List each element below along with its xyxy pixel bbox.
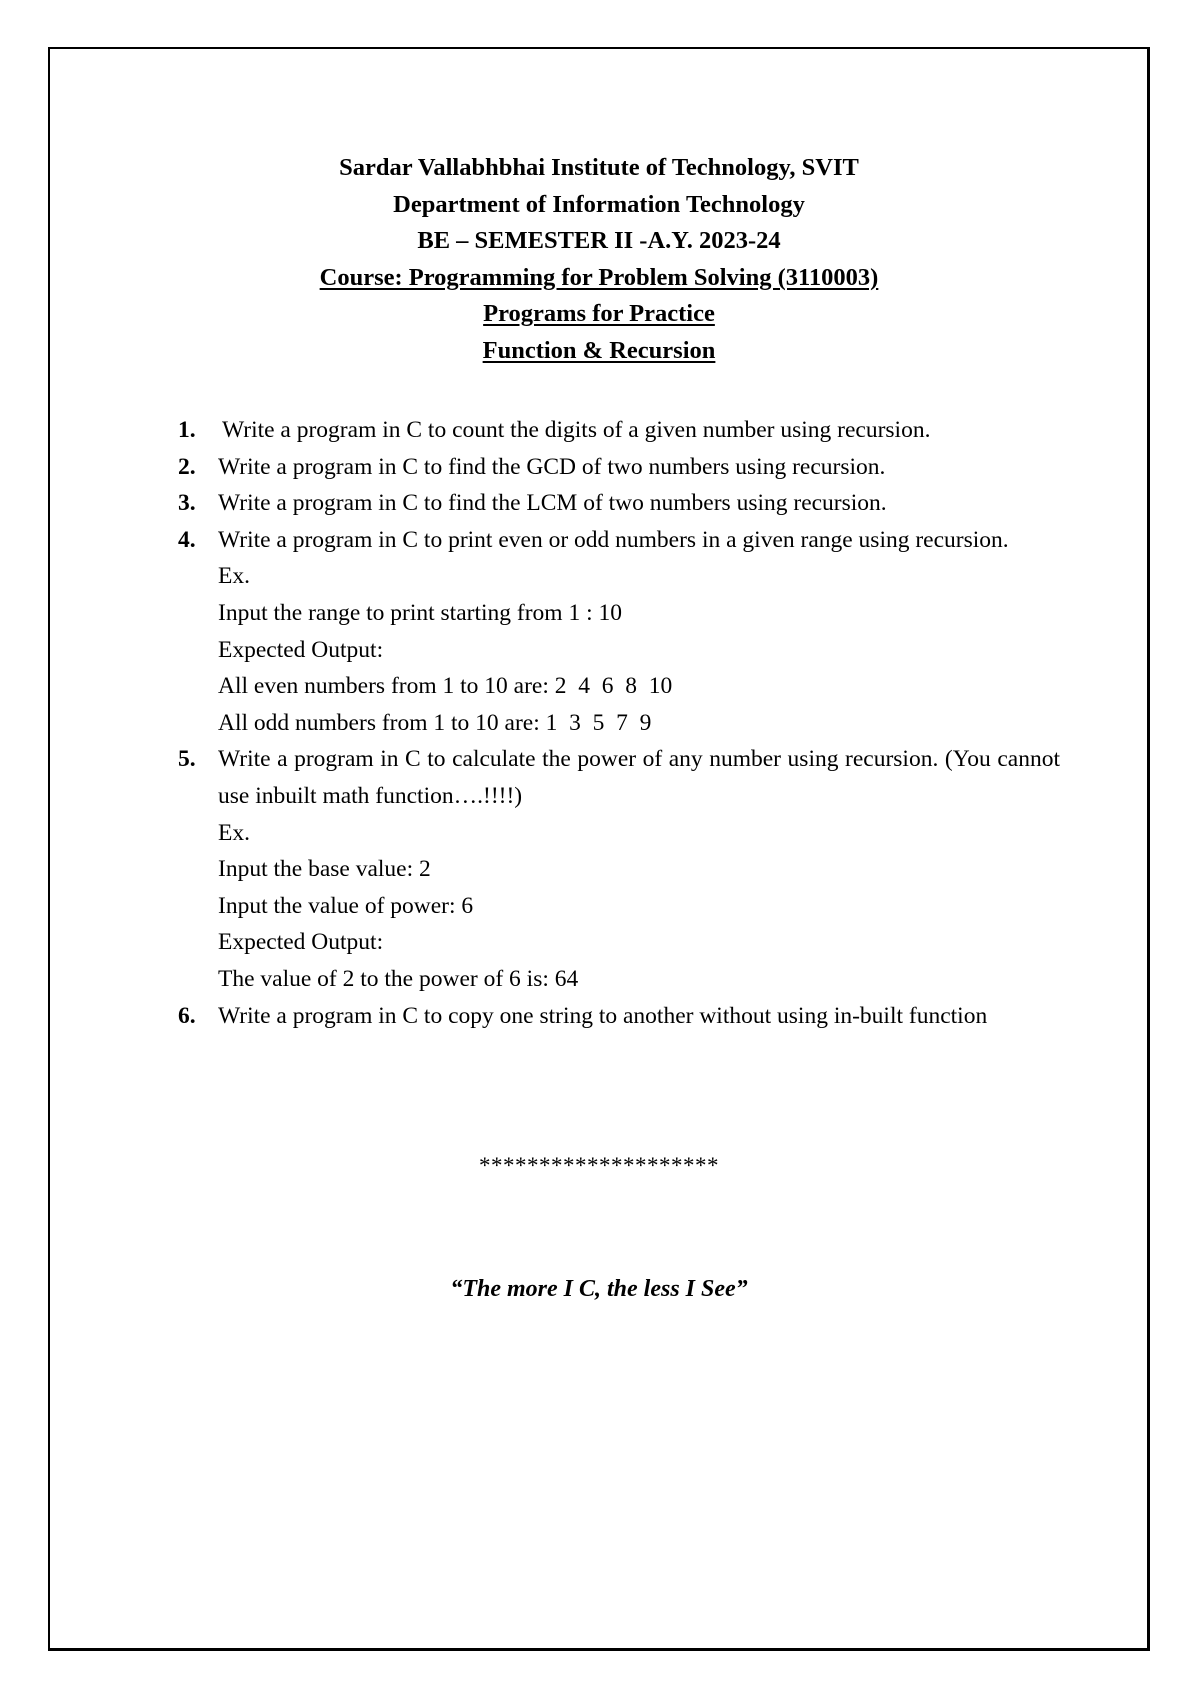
example-input-base: Input the base value: 2 [218,856,431,883]
question-item [178,449,1060,486]
question-item [178,998,1060,1035]
topic-title: Function & Recursion [482,336,716,364]
example-input: Input the range to print starting from 1 : 10 [218,599,622,626]
example-output-odd: All odd numbers from 1 to 10 are: 1 3 5 7 9 [218,709,652,736]
question-number: 1. [178,417,196,443]
question-item [178,522,1060,742]
example-label: Ex. [218,563,250,590]
department-name: Department of Information Technology [393,190,805,218]
example-output-label: Expected Output: [218,636,384,663]
question-text: Write a program in C to count the digits of a given number using recursion. [222,417,931,443]
example-output-label: Expected Output: [218,929,384,956]
example-output-even: All even numbers from 1 to 10 are: 2 4 6 8 10 [218,673,673,700]
question-item [178,741,1060,997]
institute-name: Sardar Vallabhbhai Institute of Technology, SVIT [339,154,859,181]
question-item [178,485,1060,522]
question-list [178,412,1060,1034]
course-title: Course: Programming for Problem Solving (3110003) [319,263,879,291]
separator-stars: ******************** [479,1153,719,1178]
question-number: 3. [178,490,196,517]
example-label: Ex. [218,819,250,846]
question-text: Write a program in C to find the GCD of two numbers using recursion. [218,453,886,480]
document-header [48,150,1150,369]
question-number: 5. [178,746,196,773]
question-number: 6. [178,1002,196,1029]
semester-line: BE – SEMESTER II -A.Y. 2023-24 [417,227,781,254]
example-output-value: The value of 2 to the power of 6 is: 64 [218,965,579,992]
question-number: 2. [178,453,196,480]
example-input-power: Input the value of power: 6 [218,892,474,919]
question-text: Write a program in C to copy one string to another without using in-built function [218,1002,988,1029]
question-text: Write a program in C to find the LCM of two numbers using recursion. [218,490,887,517]
question-text: Write a program in C to print even or odd numbers in a given range using recursion. [218,526,1009,553]
question-text: Write a program in C to calculate the power of any number using recursion. (You cannot use inbuilt math function….!!!!) [218,746,1060,809]
closing-quote: “The more I C, the less I See” [450,1276,748,1302]
question-item [178,412,1060,449]
question-number: 4. [178,526,196,553]
document-subtitle: Programs for Practice [483,300,715,327]
